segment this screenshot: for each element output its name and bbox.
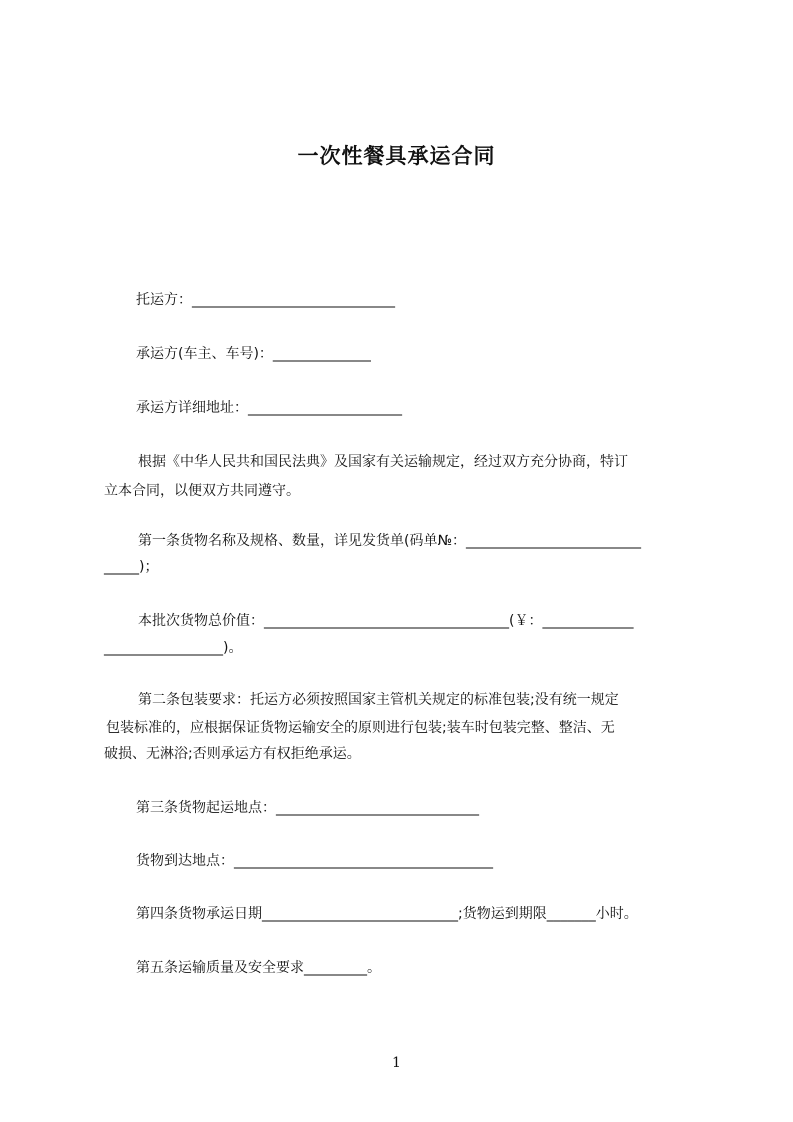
preamble-line-2: 立本合同，以便双方共同遵守。 bbox=[104, 483, 300, 499]
total-value-line-2: _________________)。 bbox=[104, 640, 243, 656]
carrier-address-line: 承运方详细地址：______________________ bbox=[136, 400, 402, 416]
article-2-line-3: 破损、无淋浴;否则承运方有权拒绝承运。 bbox=[104, 746, 361, 762]
article-5-line: 第五条运输质量及安全要求_________。 bbox=[136, 960, 381, 976]
destination-line: 货物到达地点：_____________________________________ bbox=[136, 853, 493, 869]
article-2-line-1: 第二条包装要求：托运方必须按照国家主管机关规定的标准包装;没有统一规定 bbox=[138, 692, 619, 708]
article-1-line-2: _____)； bbox=[104, 559, 159, 575]
article-2-line-2: 包装标准的，应根据保证货物运输安全的原则进行包装;装车时包装完整、整洁、无 bbox=[106, 720, 615, 736]
total-value-line-1: 本批次货物总价值：___________________________________(￥：_____________ bbox=[138, 613, 634, 629]
document-title: 一次性餐具承运合同 bbox=[297, 144, 496, 168]
preamble-line-1: 根据《中华人民共和国民法典》及国家有关运输规定，经过双方充分协商，特订 bbox=[138, 454, 628, 470]
carrier-line: 承运方(车主、车号)：______________ bbox=[136, 346, 371, 362]
article-4-line: 第四条货物承运日期____________________________;货物运到期限_______小时。 bbox=[136, 906, 638, 922]
page-number: 1 bbox=[392, 1055, 401, 1071]
article-3-line: 第三条货物起运地点：_____________________________ bbox=[136, 800, 479, 816]
article-1-line-1: 第一条货物名称及规格、数量，详见发货单(码单№：_________________________ bbox=[138, 533, 642, 549]
shipper-line: 托运方：_____________________________ bbox=[136, 292, 395, 308]
